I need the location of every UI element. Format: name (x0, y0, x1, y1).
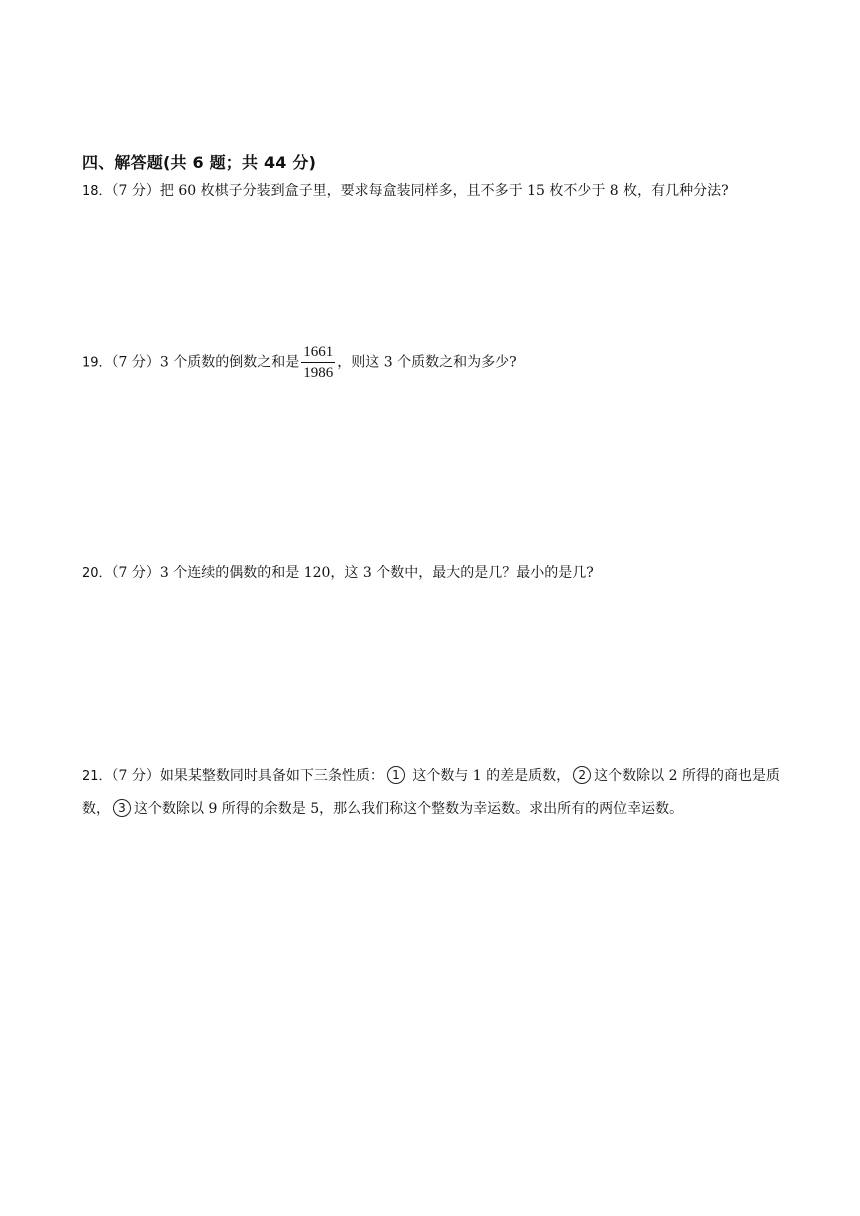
question-number: 21． (82, 769, 112, 784)
fraction-numerator: 1661 (303, 344, 334, 360)
section-heading: 四、解答题(共 6 题；共 44 分) (82, 153, 317, 172)
question-21 (82, 760, 802, 825)
fraction (301, 342, 335, 383)
circled-three-marker: 3 (113, 799, 131, 817)
question-20 (82, 558, 594, 589)
question-intro: 如果某整数同时具备如下三条性质： (159, 768, 384, 784)
circled-two-marker: 2 (573, 766, 591, 784)
question-18 (82, 176, 729, 207)
property-3-text: 这个数除以 9 所得的余数是 5，那么我们称这个整数为幸运数。求出所有的两位幸运数。 (134, 801, 684, 817)
question-score: （7 分） (111, 354, 160, 371)
question-text-after: ，则这 3 个质数之和为多少? (337, 354, 517, 371)
question-text-before: 3 个质数的倒数之和是 (159, 354, 300, 371)
question-text: 3 个连续的偶数的和是 120，这 3 个数中，最大的是几？最小的是几? (159, 565, 594, 581)
question-score: （7 分） (111, 565, 160, 581)
question-number: 19． (82, 355, 112, 371)
property-1-text: 这个数与 1 的差是质数， (407, 768, 571, 784)
fraction-denominator: 1986 (303, 365, 334, 381)
circled-one-marker: 1 (387, 766, 405, 784)
question-19 (82, 342, 517, 383)
question-score: （7 分） (111, 768, 160, 784)
question-number: 18． (82, 184, 112, 199)
question-number: 20． (82, 566, 112, 581)
question-text: 把 60 枚棋子分装到盒子里，要求每盒装同样多，且不多于 15 枚不少于 8 枚，有几种分法? (159, 183, 729, 199)
property-2-text: 这个数除以 2 所得的商也是质数， (82, 768, 780, 817)
question-score: （7 分） (111, 183, 160, 199)
